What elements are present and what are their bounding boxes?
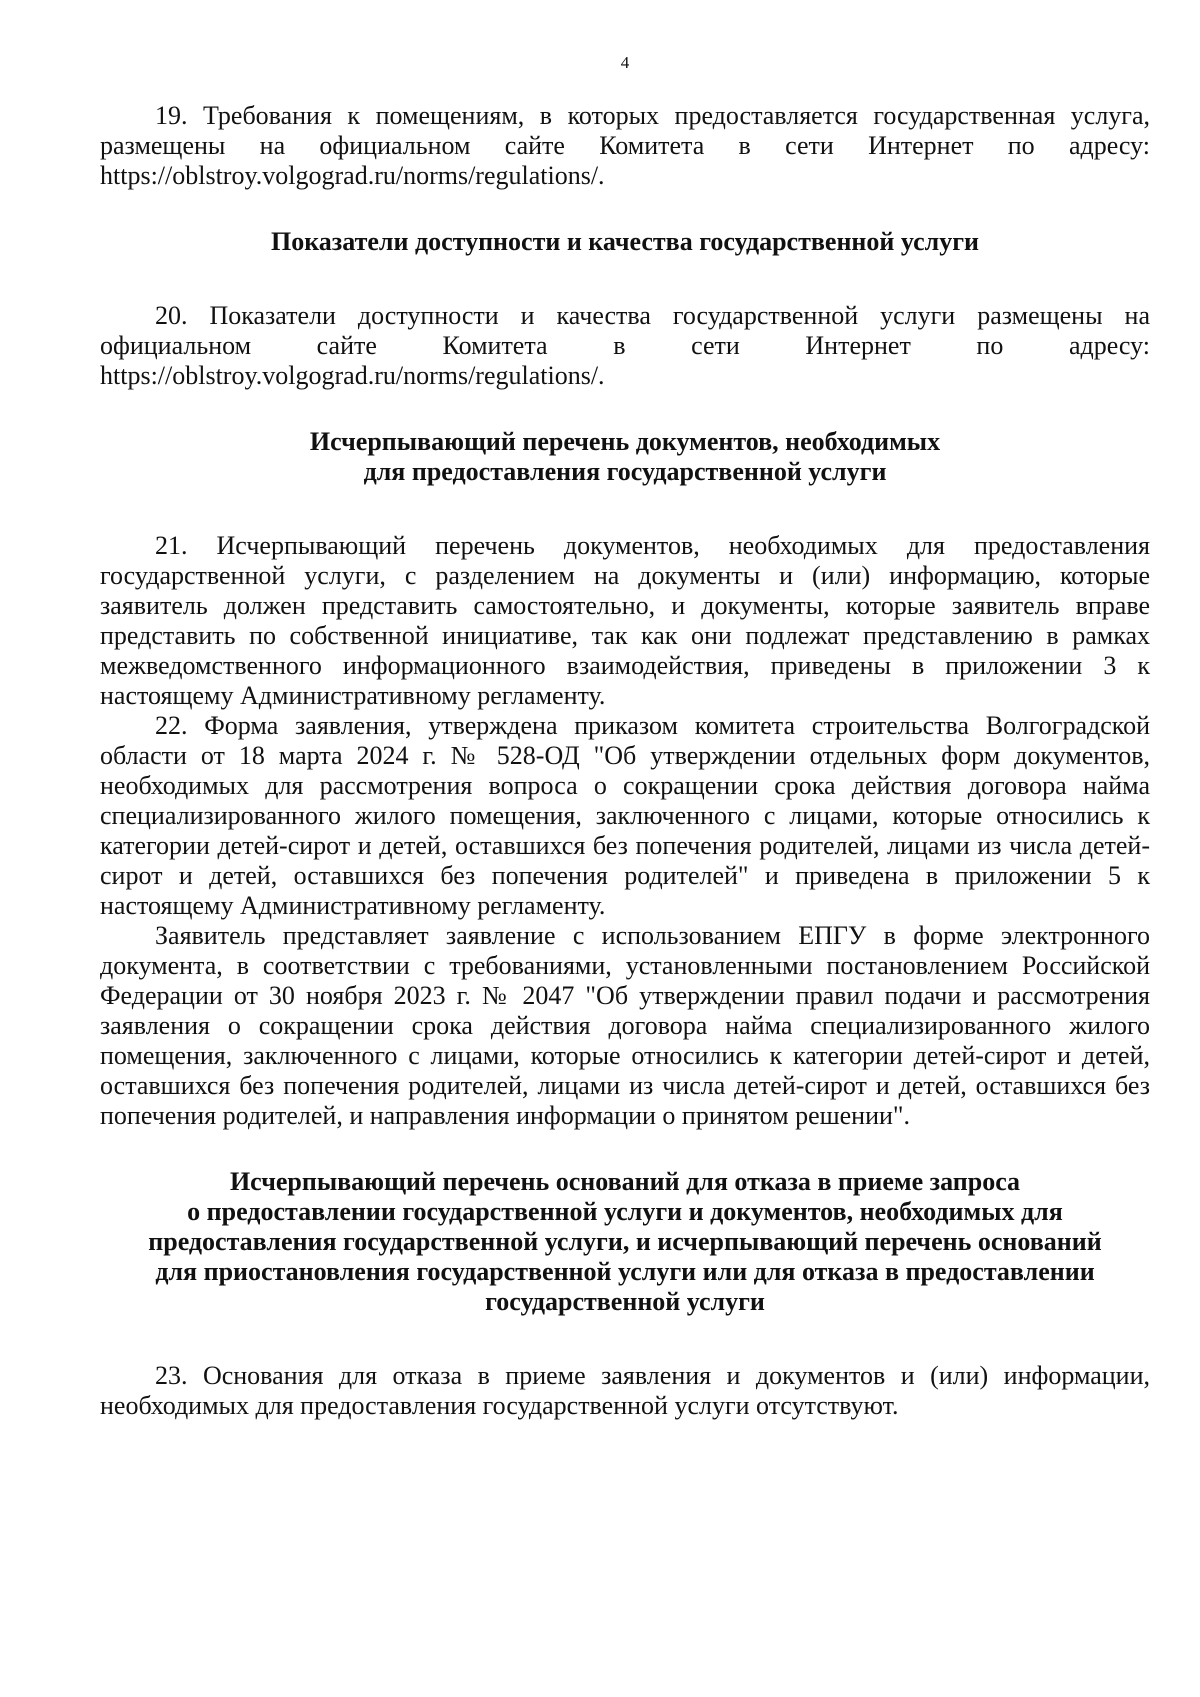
section-heading-accessibility: Показатели доступности и качества государственной услуги <box>270 227 980 256</box>
page-number: 4 <box>620 53 630 72</box>
heading-line: Исчерпывающий перечень документов, необходимых <box>309 427 941 456</box>
paragraph-23: 23. Основания для отказа в приеме заявления и документов и (или) информации, необходимых для предоставления государственной услуги отсутствуют. <box>100 1361 1150 1420</box>
heading-line: государственной услуги <box>485 1287 765 1316</box>
heading-line: предоставления государственной услуги, и исчерпывающий перечень оснований <box>148 1227 1102 1256</box>
heading-line: для предоставления государственной услуги <box>363 457 887 486</box>
section-heading-documents-list <box>100 427 1150 487</box>
heading-line: для приостановления государственной услуги или для отказа в предоставлении <box>155 1257 1095 1286</box>
paragraph-22: 22. Форма заявления, утверждена приказом комитета строительства Волгоградской области от 18 марта 2024 г. № 528-ОД "Об утверждении отдельных форм документов, необходимых для рассмотрения вопроса о сокращении срока действия договора найма специализированного жилого помещения, заключенного с лицами, которые относились к категории детей-сирот и детей, оставшихся без попечения родителей, лицами из числа детей-сирот и детей, оставшихся без попечения родителей" и приведена в приложении 5 к настоящему Административному регламенту. <box>100 711 1150 920</box>
paragraph-19: 19. Требования к помещениям, в которых предоставляется государственная услуга, размещены на официальном сайте Комитета в сети Интернет по адресу: https://oblstroy.volgograd.ru/norms/regulations/. <box>100 101 1150 190</box>
document-page <box>100 52 1150 1672</box>
paragraph-22-applicant: Заявитель представляет заявление с использованием ЕПГУ в форме электронного документа, в соответствии с требованиями, установленными постановлением Российской Федерации от 30 ноября 2023 г. № 2047 "Об утверждении правил подачи и рассмотрения заявления о сокращении срока действия договора найма специализированного жилого помещения, заключенного с лицами, которые относились к категории детей-сирот и детей, оставшихся без попечения родителей, лицами из числа детей-сирот и детей, оставшихся без попечения родителей, и направления информации о принятом решении". <box>100 921 1150 1130</box>
paragraph-21: 21. Исчерпывающий перечень документов, необходимых для предоставления государственной услуги, с разделением на документы и (или) информацию, которые заявитель должен представить самостоятельно, и документы, которые заявитель вправе представить по собственной инициативе, так как они подлежат представлению в рамках межведомственного информационного взаимодействия, приведены в приложении 3 к настоящему Административному регламенту. <box>100 531 1150 710</box>
paragraph-20: 20. Показатели доступности и качества государственной услуги размещены на официальном сайте Комитета в сети Интернет по адресу: https://oblstroy.volgograd.ru/norms/regulations/. <box>100 301 1150 390</box>
heading-line: Исчерпывающий перечень оснований для отказа в приеме запроса <box>229 1167 1021 1196</box>
section-heading-refusal-grounds <box>100 1167 1150 1317</box>
heading-line: о предоставлении государственной услуги и документов, необходимых для <box>187 1197 1063 1226</box>
